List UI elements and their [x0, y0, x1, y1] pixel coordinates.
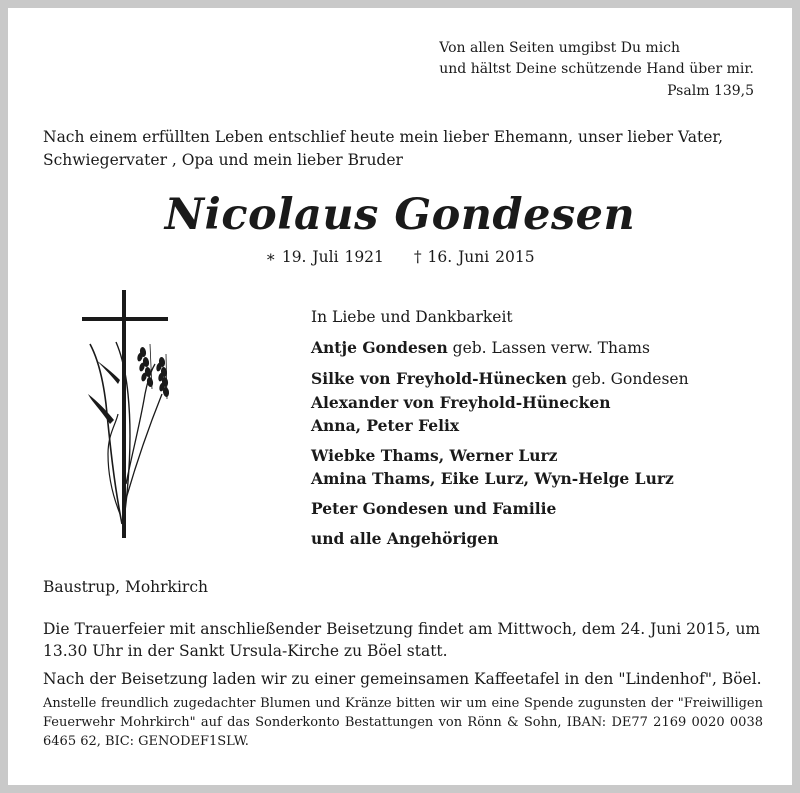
funeral-info: Die Trauerfeier mit anschließender Beisetzung findet am Mittwoch, dem 24. Juni 2015, um 13.30 Uhr in der Sankt Ursula-Kirche zu Böel statt.	[43, 620, 761, 660]
psalm-line-2: und hältst Deine schützende Hand über mir.	[439, 61, 754, 77]
place-line: Baustrup, Mohrkirch	[43, 578, 208, 596]
intro-line-2: Schwiegervater , Opa und mein lieber Bruder	[43, 151, 403, 169]
family-member-name: Silke von Freyhold-Hünecken	[311, 369, 567, 388]
family-member-note: geb. Gondesen	[566, 370, 689, 388]
cross-wheat-icon	[70, 284, 180, 539]
family-list	[311, 306, 689, 550]
donation-request: Anstelle freundlich zugedachter Blumen und Kränze bitten wir um eine Spende zugunsten der "Freiwilligen Feuerwehr Mohrkirch" auf das Sonderkonto Bestattungen von Rönn & Sohn, IBAN: DE77 2169 0020 0038 6465 62, BIC: GENODEF1SLW.	[43, 696, 763, 749]
family-member-name: Amina Thams, Eike Lurz, Wyn-Helge Lurz	[311, 469, 674, 488]
family-group-2	[311, 367, 689, 391]
family-member-name: Anna, Peter Felix	[311, 416, 460, 435]
obituary-card	[8, 8, 792, 785]
family-member-note: geb. Lassen verw. Thams	[447, 339, 650, 357]
intro-line-1: Nach einem erfüllten Leben entschlief heute mein lieber Ehemann, unser lieber Vater,	[43, 128, 724, 146]
birth-date: ∗ 19. Juli 1921	[265, 248, 384, 266]
family-member-name: Peter Gondesen und Familie	[311, 499, 557, 518]
psalm-line-1: Von allen Seiten umgibst Du mich	[439, 40, 681, 56]
family-heading: In Liebe und Dankbarkeit	[311, 308, 513, 326]
family-member-name: Alexander von Freyhold-Hünecken	[311, 393, 611, 412]
service-info	[43, 618, 763, 690]
family-member-name: Wiebke Thams, Werner Lurz	[311, 446, 558, 465]
psalm-reference: Psalm 139,5	[667, 83, 754, 99]
psalm-quote	[439, 38, 754, 80]
family-member-name: und alle Angehörigen	[311, 529, 499, 548]
family-group-1	[311, 336, 689, 360]
intro-text	[43, 126, 763, 172]
family-member-name: Antje Gondesen	[311, 338, 448, 357]
death-date: † 16. Juni 2015	[413, 248, 535, 266]
coffee-info: Nach der Beisetzung laden wir zu einer gemeinsamen Kaffeetafel in den "Lindenhof", Böel.	[43, 670, 762, 688]
deceased-name: Nicolaus Gondesen	[164, 190, 636, 240]
life-dates	[8, 248, 792, 266]
